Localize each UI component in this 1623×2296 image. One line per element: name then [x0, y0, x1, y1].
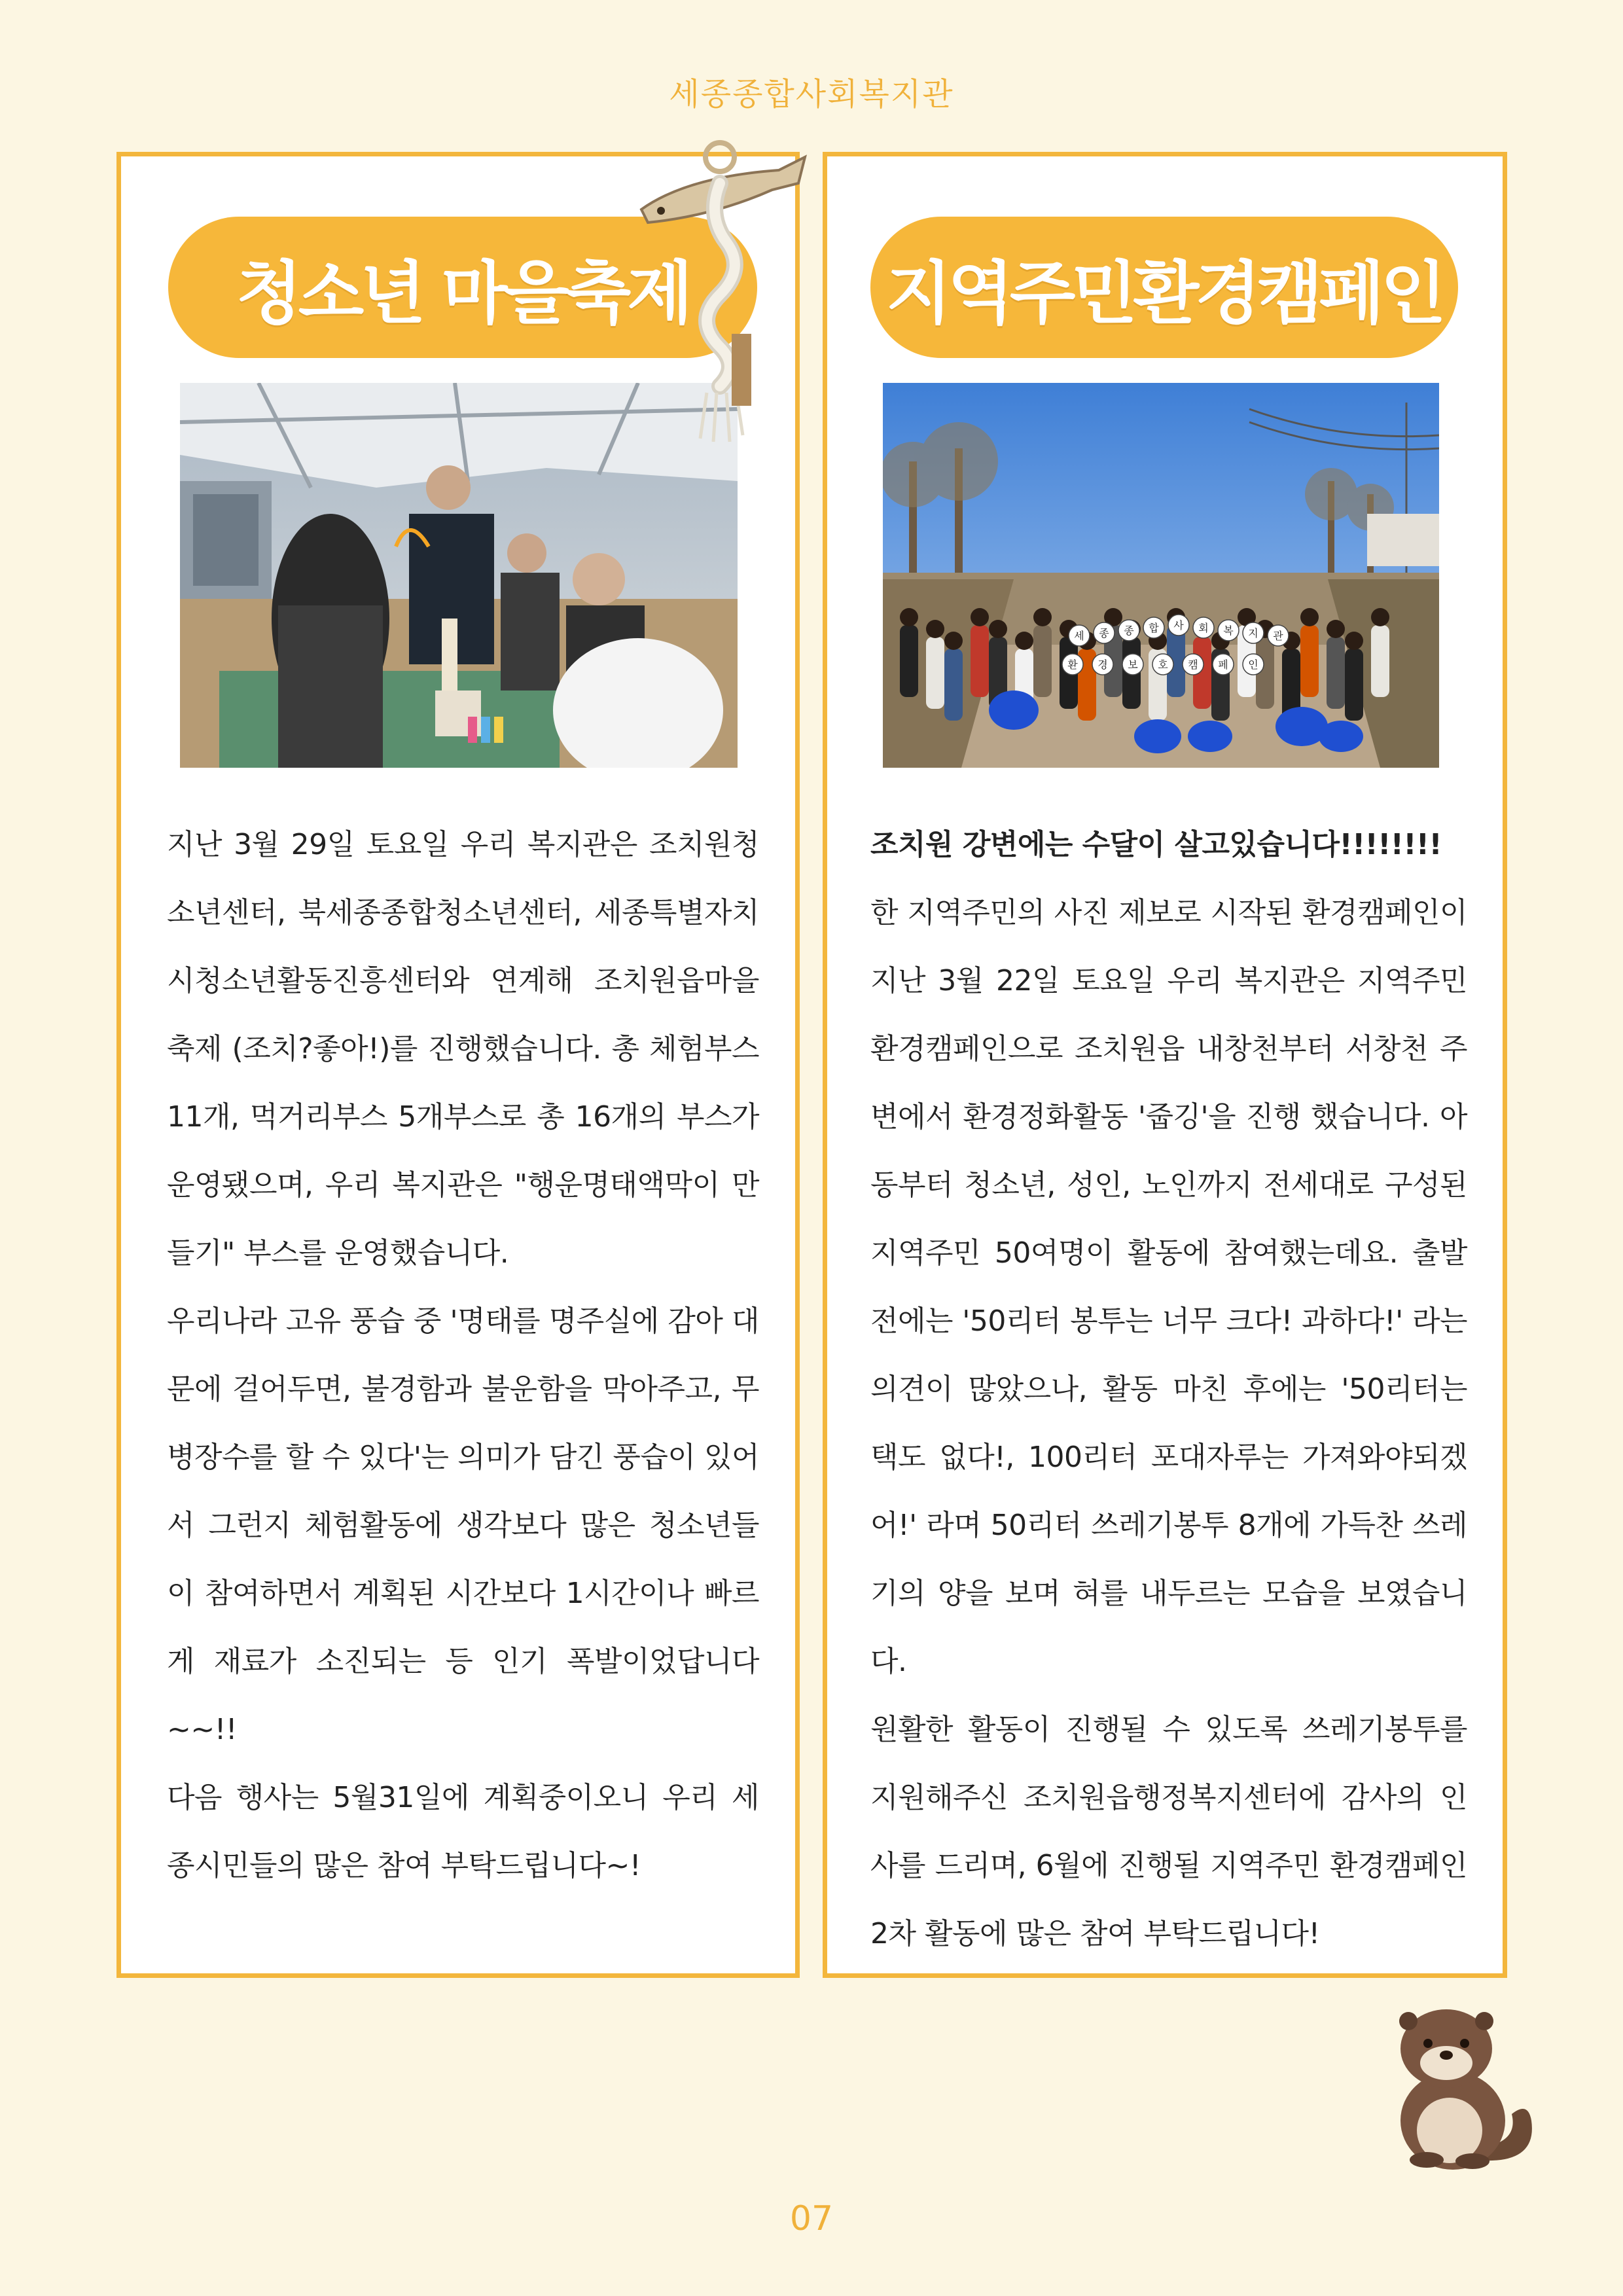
- campaign-sign: [1218, 620, 1239, 641]
- svg-text:세: 세: [1074, 630, 1084, 642]
- otter-mascot-icon: [1374, 1990, 1544, 2173]
- svg-text:페: 페: [1218, 658, 1228, 671]
- org-name-header: 세종종합사회복지관: [669, 76, 954, 113]
- campaign-body: [870, 811, 1467, 1968]
- festival-paragraph: 우리나라 고유 풍습 중 '명태를 명주실에 감아 대문에 걸어두면, 불경함과 불운함을 막아주고, 무병장수를 할 수 있다'는 의미가 담긴 풍습이 있어서 그런지 체험활동에 생각보다 많은 청소년들이 참여하면서 계획된 시간보다 1시간이나 빠르게 재료가 소진되는 등 인기 폭발이었답니다~~!!: [167, 1304, 759, 1746]
- svg-text:경: 경: [1097, 658, 1108, 671]
- festival-paragraph: 지난 3월 29일 토요일 우리 복지관은 조치원청소년센터, 북세종종합청소년센터, 세종특별자치시청소년활동진흥센터와 연계해 조치원읍마을축제 (조치?좋아!)를 진행했습니다. 총 체험부스 11개, 먹거리부스 5개부스로 총 16개의 부스가 운영됐으며, 우리 복지관은 "행운명태액막이 만들기" 부스를 운영했습니다.: [167, 828, 759, 1270]
- campaign-sign: [1183, 654, 1204, 675]
- campaign-sign: [1118, 620, 1139, 641]
- festival-body: [167, 811, 759, 1900]
- svg-text:종: 종: [1099, 627, 1109, 639]
- campaign-sign: [1122, 654, 1143, 675]
- svg-text:호: 호: [1158, 658, 1168, 671]
- campaign-title: 지역주민환경캠페인: [870, 217, 1458, 358]
- campaign-sign: [1069, 625, 1090, 646]
- campaign-sign: [1152, 654, 1173, 675]
- campaign-sign: [1193, 617, 1214, 638]
- svg-text:캠: 캠: [1188, 658, 1198, 671]
- campaign-sign: [1213, 654, 1234, 675]
- svg-text:회: 회: [1198, 622, 1209, 634]
- campaign-sign: [1243, 654, 1264, 675]
- svg-text:사: 사: [1173, 619, 1184, 632]
- dried-pollack-charm-icon: [622, 137, 818, 452]
- svg-text:환: 환: [1067, 658, 1078, 671]
- campaign-sign: [1243, 622, 1264, 643]
- campaign-paragraph: 한 지역주민의 사진 제보로 시작된 환경캠페인이 지난 3월 22일 토요일 우리 복지관은 지역주민 환경캠페인으로 조치원읍 내창천부터 서창천 주변에서 환경정화활동 '줍깅'을 진행 했습니다. 아동부터 청소년, 성인, 노인까지 전세대로 구성된 지역주민 50여명이 활동에 참여했는데요. 출발 전에는 '50리터 봉투는 너무 크다! 과하다!' 라는 의견이 많았으나, 활동 마친 후에는 '50리터는 택도 없다!, 100리터 포대자루는 가져와야되겠어!' 라며 50리터 쓰레기봉투 8개에 가득찬 쓰레기의 양을 보며 혀를 내두르는 모습을 보였습니다.: [870, 896, 1467, 1678]
- svg-text:복: 복: [1223, 624, 1234, 637]
- svg-text:인: 인: [1248, 658, 1258, 671]
- campaign-sign: [1168, 615, 1189, 636]
- campaign-sign: [1143, 617, 1164, 638]
- svg-text:종: 종: [1124, 624, 1134, 637]
- svg-text:보: 보: [1128, 658, 1138, 671]
- svg-text:지: 지: [1248, 627, 1258, 639]
- campaign-article-panel: [823, 152, 1507, 1978]
- svg-text:관: 관: [1273, 630, 1283, 642]
- festival-title: 청소년 마을축제: [168, 217, 757, 358]
- campaign-photo: [883, 383, 1439, 768]
- svg-text:합: 합: [1149, 622, 1159, 634]
- campaign-lead: 조치원 강변에는 수달이 살고있습니다!!!!!!!!: [870, 828, 1442, 861]
- page-number: 07: [789, 2199, 834, 2238]
- campaign-sign: [1062, 654, 1083, 675]
- campaign-sign: [1094, 622, 1115, 643]
- campaign-sign: [1092, 654, 1113, 675]
- campaign-paragraph: 원활한 활동이 진행될 수 있도록 쓰레기봉투를 지원해주신 조치원읍행정복지센터에 감사의 인사를 드리며, 6월에 진행될 지역주민 환경캠페인 2차 활동에 많은 참여 부탁드립니다!: [870, 1713, 1467, 1950]
- campaign-sign: [1268, 625, 1289, 646]
- festival-paragraph: 다음 행사는 5월31일에 계획중이오니 우리 세종시민들의 많은 참여 부탁드립니다~!: [167, 1781, 759, 1882]
